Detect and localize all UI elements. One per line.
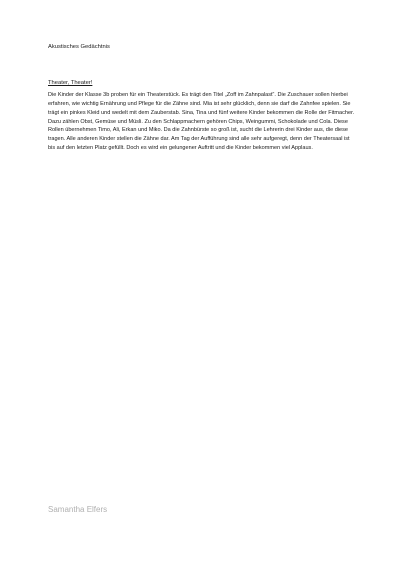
author-name: Samantha Elfers: [48, 505, 108, 514]
story-body: Die Kinder der Klasse 3b proben für ein Theaterstück. Es trägt den Titel „Zoff im Zahnpalast“. Die Zuschauer sollen hierbei erfahren, wie wichtig Ernährung und Pflege für die Zähne sind. Mia ist sehr glücklich, denn sie darf die Zahnfee spielen. Sie trägt ein pinkes Kleid und wedelt mit dem Zauberstab. Sina, Tina und fünf weitere Kinder bekommen die Rolle der Fitmacher. Dazu zählen Obst, Gemüse und Müsli. Zu den Schlappmachern gehören Chips, Weingummi, Schokolade und Cola. Diese Rollen übernehmen Timo, Ali, Erkan und Miko. Da die Zahnbürste so groß ist, sucht die Lehrerin drei Kinder aus, die diese tragen. Alle anderen Kinder stellen die Zähne dar. Am Tag der Aufführung sind alle sehr aufgeregt, denn der Theatersaal ist bis auf den letzten Platz gefüllt. Doch es wird ein gelungener Auftritt und die Kinder bekommen viel Applaus.: [48, 92, 355, 152]
story-title: Theater, Theater!: [48, 80, 93, 86]
document-heading: Akustisches Gedächtnis: [48, 44, 110, 50]
